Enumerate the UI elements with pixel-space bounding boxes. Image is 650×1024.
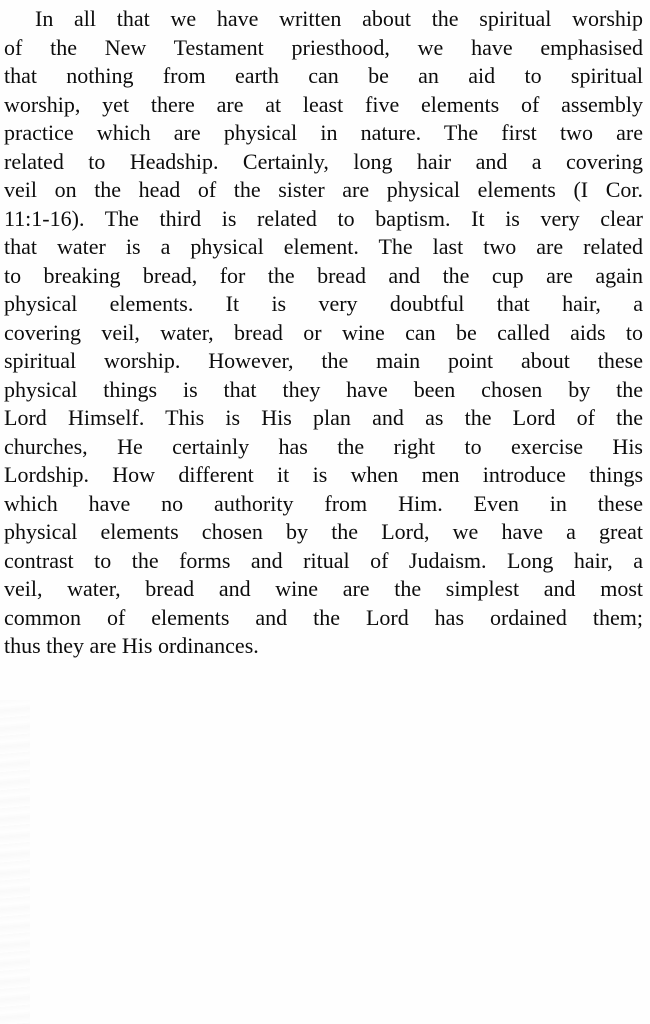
text-line: 11:1-16). The third is related to baptism. It is very clear [4, 205, 643, 231]
text-line: Lord Himself. This is His plan and as the Lord of the [4, 405, 643, 430]
text-line: churches, He certainly has the right to exercise His [4, 433, 643, 459]
text-line: common of elements and the Lord has ordained them; [4, 604, 643, 630]
text-line: veil, water, bread and wine are the simplest and most [4, 576, 643, 601]
text-line: physical things is that they have been chosen by the [4, 376, 643, 402]
text-line: Lordship. How different it is when men introduce things [4, 462, 643, 487]
text-line: In all that we have written about the spiritual worship [35, 6, 643, 31]
text-line: contrast to the forms and ritual of Judaism. Long hair, a [4, 547, 643, 573]
text-line: physical elements. It is very doubtful that hair, a [4, 291, 643, 316]
text-line: covering veil, water, bread or wine can be called aids to [4, 319, 643, 345]
text-line: practice which are physical in nature. The first two are [4, 120, 643, 145]
text-line: physical elements chosen by the Lord, we have a great [4, 519, 643, 544]
text-line: of the New Testament priesthood, we have emphasised [4, 34, 643, 60]
text-line: which have no authority from Him. Even in these [4, 490, 643, 516]
text-line: to breaking bread, for the bread and the cup are again [4, 262, 643, 288]
text-line: worship, yet there are at least five elements of assembly [4, 91, 643, 117]
text-line: that water is a physical element. The last two are related [4, 234, 643, 259]
body-paragraph [4, 5, 643, 661]
text-line: thus they are His ordinances. [4, 633, 259, 658]
text-line: veil on the head of the sister are physical elements (I Cor. [4, 177, 643, 202]
text-line: spiritual worship. However, the main point about these [4, 348, 643, 373]
text-line: that nothing from earth can be an aid to spiritual [4, 63, 643, 88]
scan-artifact [0, 700, 30, 1024]
text-line: related to Headship. Certainly, long hair and a covering [4, 148, 643, 174]
